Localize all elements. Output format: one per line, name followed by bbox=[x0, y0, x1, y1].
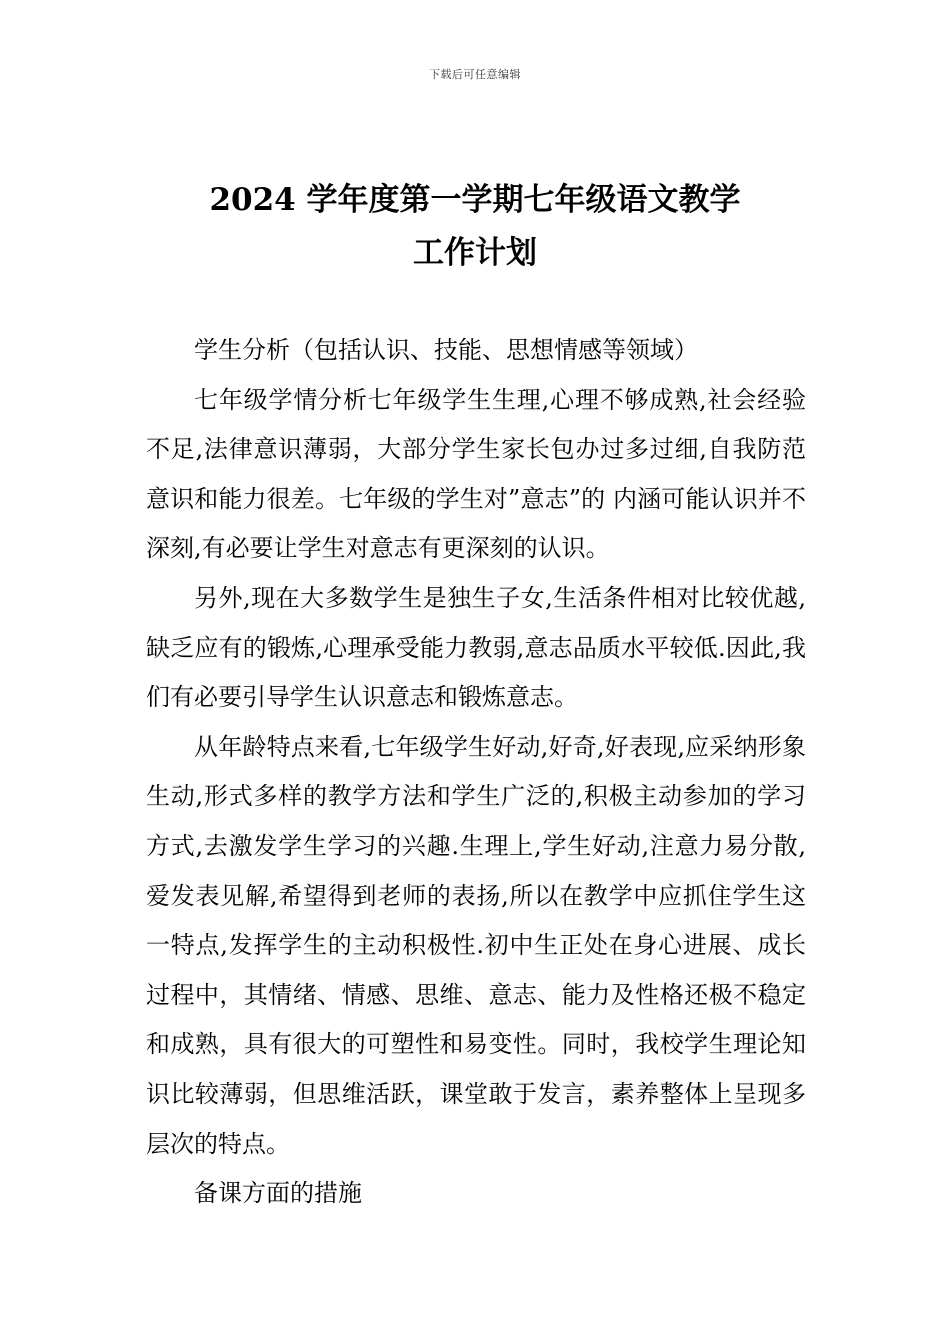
section-heading-lesson-prep: 备课方面的措施 bbox=[194, 1179, 362, 1208]
document-body bbox=[146, 326, 806, 1219]
paragraph-age-characteristics: 从年龄特点来看,七年级学生好动,好奇,好表现,应采纳形象生动,形式多样的教学方法和学生广泛的,积极主动参加的学习方式,去激发学生学习的兴趣.生理上,学生好动,注意力易分散,爱发表见解,希望得到老师的表扬,所以在教学中应抓住学生这一特点,发挥学生的主动积极性.初中生正处在身心进展、成长过程中，其情绪、情感、思维、意志、能力及性格还极不稳定和成熟，具有很大的可塑性和易变性。同时，我校学生理论知识比较薄弱，但思维活跃，课堂敢于发言，素养整体上呈现多层次的特点。 bbox=[146, 732, 806, 1158]
title-line-2: 工作计划 bbox=[413, 235, 537, 271]
title-line-1: 2024 学年度第一学期七年级语文教学 bbox=[209, 182, 741, 218]
document-title bbox=[150, 174, 800, 280]
paragraph-grade7-situation: 七年级学情分析七年级学生生理,心理不够成熟,社会经验不足,法律意识薄弱，大部分学生家长包办过多过细,自我防范意识和能力很差。七年级的学生对”意志”的 内涵可能认识并不深刻,有必要让学生对意志有更深刻的认识。 bbox=[146, 385, 806, 563]
paragraph-only-children: 另外,现在大多数学生是独生子女,生活条件相对比较优越,缺乏应有的锻炼,心理承受能力教弱,意志品质水平较低.因此,我们有必要引导学生认识意志和锻炼意志。 bbox=[146, 583, 806, 712]
header-note: 下载后可任意编辑 bbox=[429, 68, 521, 81]
section-heading-student-analysis: 学生分析（包括认识、技能、思想情感等领域） bbox=[194, 336, 698, 364]
